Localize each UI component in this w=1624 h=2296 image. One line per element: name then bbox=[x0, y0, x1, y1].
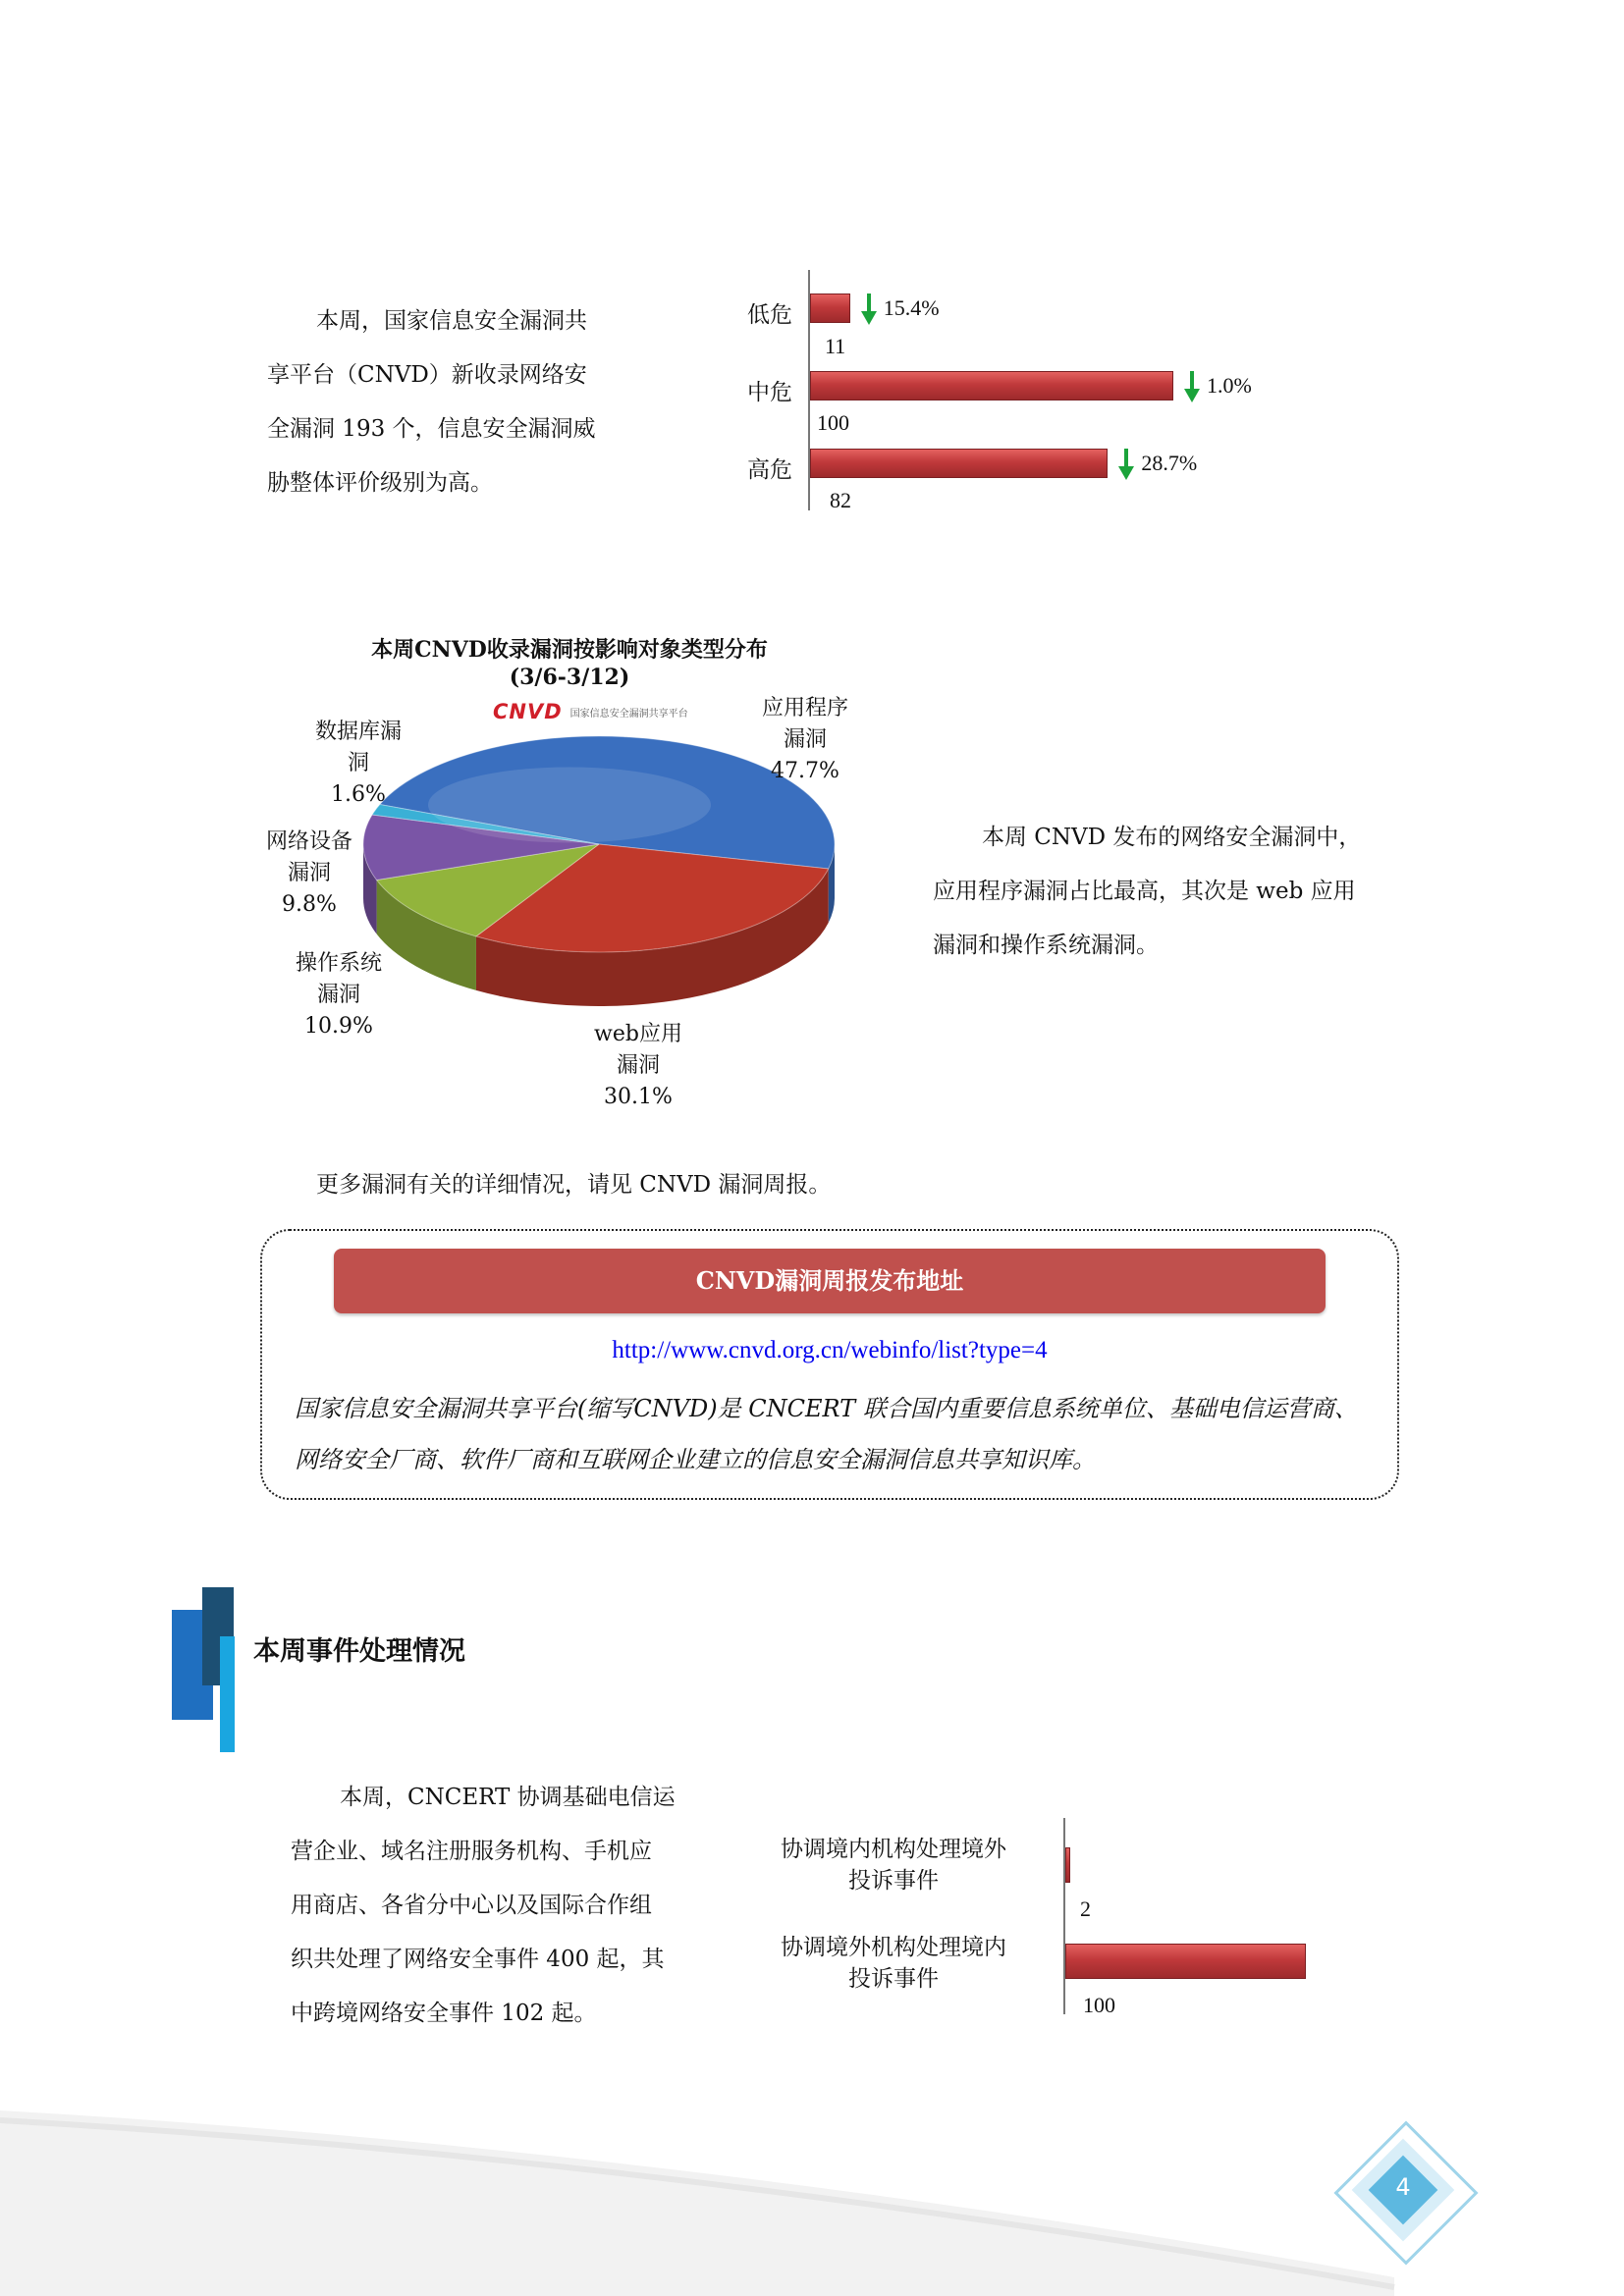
pie-label-db bbox=[295, 717, 422, 811]
down-arrow-icon bbox=[860, 292, 878, 327]
info-desc-line: 国家信息安全漏洞共享平台(缩写CNVD)是 CNCERT 联合国内重要信息系统单位、基础电信运营商、 bbox=[295, 1395, 1358, 1422]
page-number: 4 bbox=[1395, 2173, 1411, 2201]
change-label: 28.7% bbox=[1141, 451, 1198, 475]
bar bbox=[1065, 1944, 1306, 1979]
paragraph-line: 本周，国家信息安全漏洞共 bbox=[316, 308, 587, 334]
bar-value-label: 2 bbox=[1080, 1896, 1091, 1921]
paragraph-line: 应用程序漏洞占比最高，其次是 web 应用 bbox=[933, 879, 1356, 904]
paragraph-line: 本周，CNCERT 协调基础电信运 bbox=[340, 1785, 676, 1810]
chart-subtitle: (3/6-3/12) bbox=[509, 665, 630, 690]
pie-label-line: 30.1% bbox=[604, 1085, 673, 1109]
pie-label-line: 47.7% bbox=[771, 759, 839, 783]
bar bbox=[1065, 1847, 1070, 1883]
pie-label-net bbox=[245, 827, 373, 921]
category-label: 高危 bbox=[747, 457, 792, 483]
pie-label-line: 洞 bbox=[347, 751, 369, 775]
category-label bbox=[746, 1834, 1041, 1896]
bar-value-label: 82 bbox=[830, 488, 851, 512]
category-label: 中危 bbox=[747, 380, 792, 405]
cnvd-logo-subtitle: 国家信息安全漏洞共享平台 bbox=[569, 708, 688, 720]
down-arrow-icon bbox=[1183, 369, 1201, 404]
category-label-line: 协调境内机构处理境外 bbox=[781, 1837, 1006, 1862]
category-label-line: 协调境外机构处理境内 bbox=[781, 1935, 1006, 1960]
bar bbox=[810, 294, 850, 323]
bar bbox=[810, 449, 1108, 478]
paragraph-line: 本周 CNVD 发布的网络安全漏洞中， bbox=[982, 825, 1362, 850]
chart-title: 本周CNVD收录漏洞按影响对象类型分布 bbox=[371, 637, 768, 663]
pie-label-line: 10.9% bbox=[304, 1014, 373, 1039]
paragraph-line: 享平台（CNVD）新收录网络安 bbox=[267, 362, 587, 388]
category-label-line: 投诉事件 bbox=[848, 1868, 939, 1894]
category-label bbox=[746, 1932, 1041, 1995]
bar-value-label: 100 bbox=[1083, 1993, 1115, 2017]
bar-value-label: 11 bbox=[825, 334, 846, 358]
pie-label-line: 操作系统 bbox=[295, 951, 382, 976]
paragraph-line: 全漏洞 193 个，信息安全漏洞威 bbox=[267, 416, 596, 442]
paragraph-line: 织共处理了网络安全事件 400 起，其 bbox=[291, 1947, 665, 1972]
pie-highlight bbox=[428, 768, 711, 843]
pie-label-line: web应用 bbox=[594, 1022, 682, 1046]
pie-label-line: 漏洞 bbox=[316, 983, 360, 1007]
change-label: 1.0% bbox=[1207, 373, 1252, 398]
pie-label-line: 漏洞 bbox=[783, 727, 827, 752]
bar-value-label: 100 bbox=[817, 410, 849, 435]
info-banner: CNVD漏洞周报发布地址 bbox=[334, 1249, 1326, 1313]
pie-label-line: 1.6% bbox=[331, 782, 386, 807]
page-number-badge bbox=[1335, 2122, 1473, 2260]
section-heading: 本周事件处理情况 bbox=[253, 1636, 465, 1667]
category-label: 低危 bbox=[747, 302, 792, 328]
paragraph-line: 中跨境网络安全事件 102 起。 bbox=[291, 2001, 597, 2026]
pie-label-line: 漏洞 bbox=[616, 1053, 660, 1078]
pie-label-web bbox=[574, 1019, 702, 1113]
pie-label-line: 9.8% bbox=[282, 892, 337, 917]
bar bbox=[810, 371, 1173, 400]
pie-label-os bbox=[275, 948, 403, 1042]
down-arrow-icon bbox=[1117, 447, 1135, 482]
pie-label-line: 数据库漏 bbox=[314, 720, 402, 744]
paragraph-line: 胁整体评价级别为高。 bbox=[267, 470, 493, 496]
info-desc-line: 网络安全厂商、软件厂商和互联网企业建立的信息安全漏洞信息共享知识库。 bbox=[295, 1446, 1096, 1473]
cnvd-url-link[interactable]: http://www.cnvd.org.cn/webinfo/list?type=4 bbox=[612, 1337, 1048, 1363]
pie-label-line: 漏洞 bbox=[287, 861, 331, 885]
paragraph-line: 用商店、各省分中心以及国际合作组 bbox=[291, 1893, 652, 1918]
more-info-text: 更多漏洞有关的详细情况，请见 CNVD 漏洞周报。 bbox=[316, 1172, 832, 1198]
paragraph-line: 漏洞和操作系统漏洞。 bbox=[933, 933, 1159, 958]
pie-label-line: 应用程序 bbox=[761, 696, 848, 721]
change-label: 15.4% bbox=[883, 295, 940, 320]
paragraph-line: 营企业、域名注册服务机构、手机应 bbox=[291, 1839, 652, 1864]
cnvd-logo-text: CNVD bbox=[493, 700, 563, 723]
pie-label-app bbox=[736, 693, 874, 787]
category-label-line: 投诉事件 bbox=[848, 1966, 939, 1992]
pie-label-line: 网络设备 bbox=[265, 829, 352, 854]
